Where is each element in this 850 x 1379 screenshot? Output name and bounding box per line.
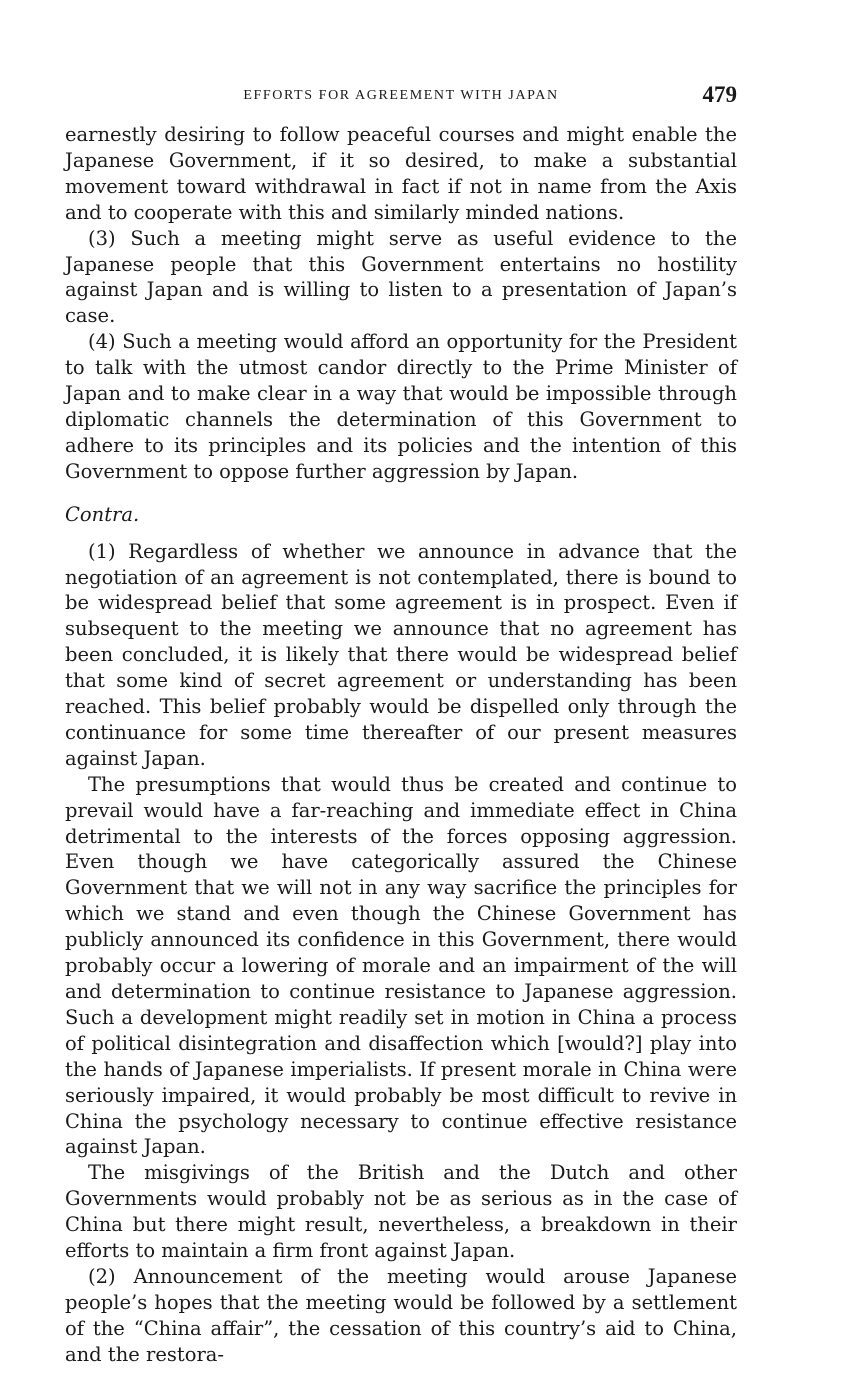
document-page — [65, 80, 737, 1368]
page-number: 479 — [702, 82, 737, 107]
contra-misgivings-paragraph: The misgivings of the British and the Dutch and other Governments would probably not be as serious as in the case of China but there might result, nevertheless, a breakdown in their efforts to maintain a firm front against Japan. — [65, 1161, 737, 1263]
pro-point-4-paragraph: (4) Such a meeting would afford an opportunity for the President to talk with the utmost candor directly to the Prime Minister of Japan and to make clear in a way that would be impossible through diplomatic channels the determination of this Government to adhere to its principles and its policies and the intention of this Government to oppose further aggression by Japan. — [65, 330, 737, 483]
contra-presumptions-paragraph: The presumptions that would thus be created and continue to prevail would have a far-reaching and immediate effect in China detrimental to the interests of the forces opposing aggression. Even though we have categorically assured the Chinese Government that we will not in any way sacrifice the principles for which we stand and even though the Chinese Government has publicly announced its confidence in this Government, there would probably occur a lowering of morale and an impairment of the will and determination to continue resistance to Japanese aggression. Such a development might readily set in motion in China a process of political disintegration and disaffection which [would?] play into the hands of Japanese imperialists. If present morale in China were seriously impaired, it would probably be most difficult to revive in China the psychology necessary to continue effective resistance against Japan. — [65, 772, 737, 1159]
running-header — [65, 80, 737, 116]
contra-point-1-paragraph: (1) Regardless of whether we announce in advance that the negotiation of an agreement is not contemplated, there is bound to be widespread belief that some agreement is in prospect. Even if subsequent to the meeting we announce that no agreement has been concluded, it is likely that there would be widespread belief that some kind of secret agreement or understanding has been reached. This belief probably would be dispelled only through the continuance for some time thereafter of our present measures against Japan. — [65, 539, 737, 770]
pro-point-3-paragraph: (3) Such a meeting might serve as useful evidence to the Japanese people that this Government entertains no hostility against Japan and is willing to listen to a presentation of Japan’s case. — [65, 226, 737, 328]
contra-point-2-paragraph: (2) Announcement of the meeting would arouse Japanese people’s hopes that the meeting would be followed by a settlement of the “China affair”, the cessation of this country’s aid to China, and the restora- — [65, 1264, 737, 1366]
pro-continuation-paragraph: earnestly desiring to follow peaceful courses and might enable the Japanese Government, if it so desired, to make a substantial movement toward withdrawal in fact if not in name from the Axis and to cooperate with this and similarly minded nations. — [65, 123, 737, 224]
contra-heading: Contra. — [65, 502, 140, 526]
running-title: EFFORTS FOR AGREEMENT WITH JAPAN — [243, 88, 559, 103]
